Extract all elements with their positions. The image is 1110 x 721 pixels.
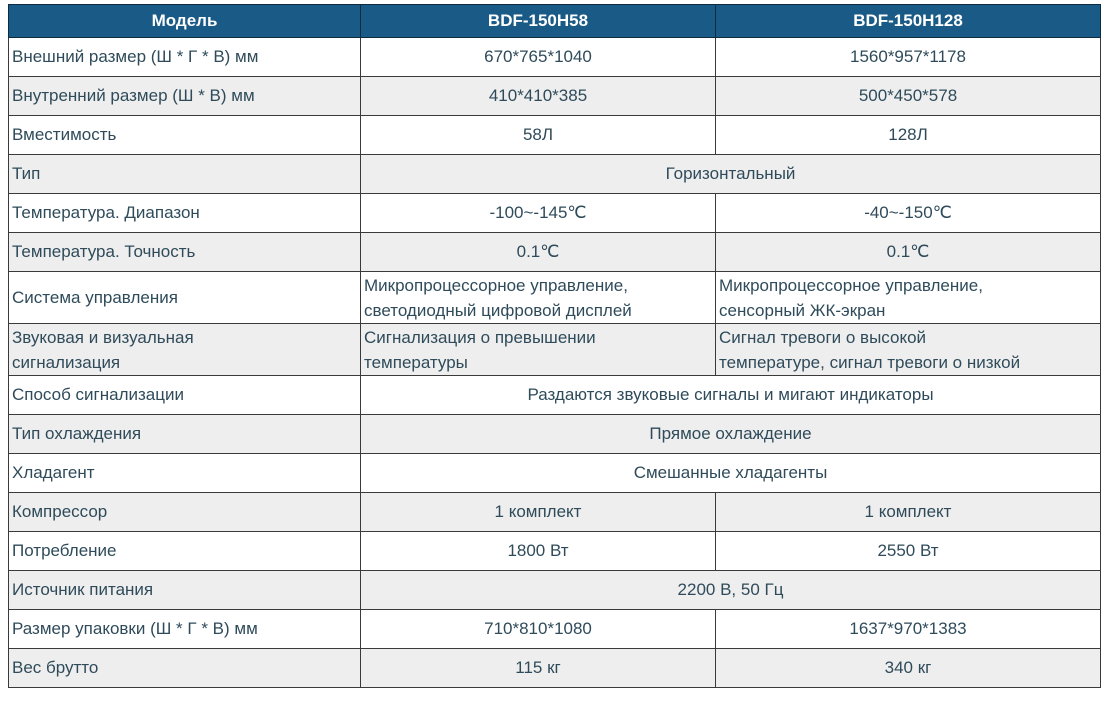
value-b-line-1: Микропроцессорное управление, <box>719 275 983 295</box>
value-a-line-2: светодиодный цифровой дисплей <box>364 300 632 320</box>
value-b-line-2: температуре, сигнал тревоги о низкой <box>719 352 1021 372</box>
row-label: Тип охлаждения <box>9 415 361 454</box>
value-a: 1 комплект <box>361 493 716 532</box>
header-model-a: BDF-150H58 <box>361 5 716 38</box>
value-b: -40~-150℃ <box>716 194 1101 233</box>
table-row <box>9 610 1101 649</box>
header-model-b: BDF-150H128 <box>716 5 1101 38</box>
value-a-line-1: Сигнализация о превышении <box>364 327 596 347</box>
table-row <box>9 194 1101 233</box>
value-shared: Горизонтальный <box>361 155 1101 194</box>
header-model: Модель <box>9 5 361 38</box>
value-a-line-2: температуры <box>364 352 468 372</box>
table-row <box>9 415 1101 454</box>
row-label-line-2: сигнализация <box>12 352 121 372</box>
row-label: Внутренний размер (Ш * В) мм <box>9 77 361 116</box>
value-b: 128Л <box>716 116 1101 155</box>
spec-table <box>8 4 1101 688</box>
value-b: 1 комплект <box>716 493 1101 532</box>
value-shared: Раздаются звуковые сигналы и мигают индикаторы <box>361 376 1101 415</box>
row-label: Внешний размер (Ш * Г * В) мм <box>9 38 361 77</box>
value-a: 710*810*1080 <box>361 610 716 649</box>
value-shared: Смешанные хладагенты <box>361 454 1101 493</box>
row-label: Вместимость <box>9 116 361 155</box>
value-b: 340 кг <box>716 649 1101 688</box>
value-b: 1560*957*1178 <box>716 38 1101 77</box>
value-b <box>716 324 1101 376</box>
table-row <box>9 116 1101 155</box>
table-row <box>9 233 1101 272</box>
row-label: Размер упаковки (Ш * Г * В) мм <box>9 610 361 649</box>
row-label: Хладагент <box>9 454 361 493</box>
value-a-line-1: Микропроцессорное управление, <box>364 275 628 295</box>
value-b <box>716 272 1101 324</box>
value-a: 58Л <box>361 116 716 155</box>
row-label: Тип <box>9 155 361 194</box>
row-label: Температура. Точность <box>9 233 361 272</box>
value-a: 115 кг <box>361 649 716 688</box>
table-row <box>9 649 1101 688</box>
value-b: 500*450*578 <box>716 77 1101 116</box>
value-shared: Прямое охлаждение <box>361 415 1101 454</box>
row-label: Способ сигнализации <box>9 376 361 415</box>
value-a <box>361 324 716 376</box>
row-label: Вес брутто <box>9 649 361 688</box>
table-header-row <box>9 5 1101 38</box>
table-row <box>9 77 1101 116</box>
row-label-line-1: Звуковая и визуальная <box>12 327 194 347</box>
table-row <box>9 493 1101 532</box>
value-a: 0.1℃ <box>361 233 716 272</box>
row-label: Потребление <box>9 532 361 571</box>
value-a: 670*765*1040 <box>361 38 716 77</box>
row-label: Система управления <box>9 272 361 324</box>
value-b-line-2: сенсорный ЖК-экран <box>719 300 886 320</box>
table-row <box>9 376 1101 415</box>
value-shared: 2200 В, 50 Гц <box>361 571 1101 610</box>
value-a: 410*410*385 <box>361 77 716 116</box>
value-b: 1637*970*1383 <box>716 610 1101 649</box>
row-label: Компрессор <box>9 493 361 532</box>
value-b: 2550 Вт <box>716 532 1101 571</box>
row-label: Температура. Диапазон <box>9 194 361 233</box>
value-b: 0.1℃ <box>716 233 1101 272</box>
spec-table-container <box>8 4 1100 688</box>
table-row <box>9 324 1101 376</box>
table-row <box>9 532 1101 571</box>
table-row <box>9 571 1101 610</box>
value-a: -100~-145℃ <box>361 194 716 233</box>
value-a: 1800 Вт <box>361 532 716 571</box>
table-row <box>9 38 1101 77</box>
row-label: Источник питания <box>9 571 361 610</box>
table-row <box>9 272 1101 324</box>
table-row <box>9 155 1101 194</box>
table-row <box>9 454 1101 493</box>
row-label <box>9 324 361 376</box>
value-a <box>361 272 716 324</box>
value-b-line-1: Сигнал тревоги о высокой <box>719 327 927 347</box>
